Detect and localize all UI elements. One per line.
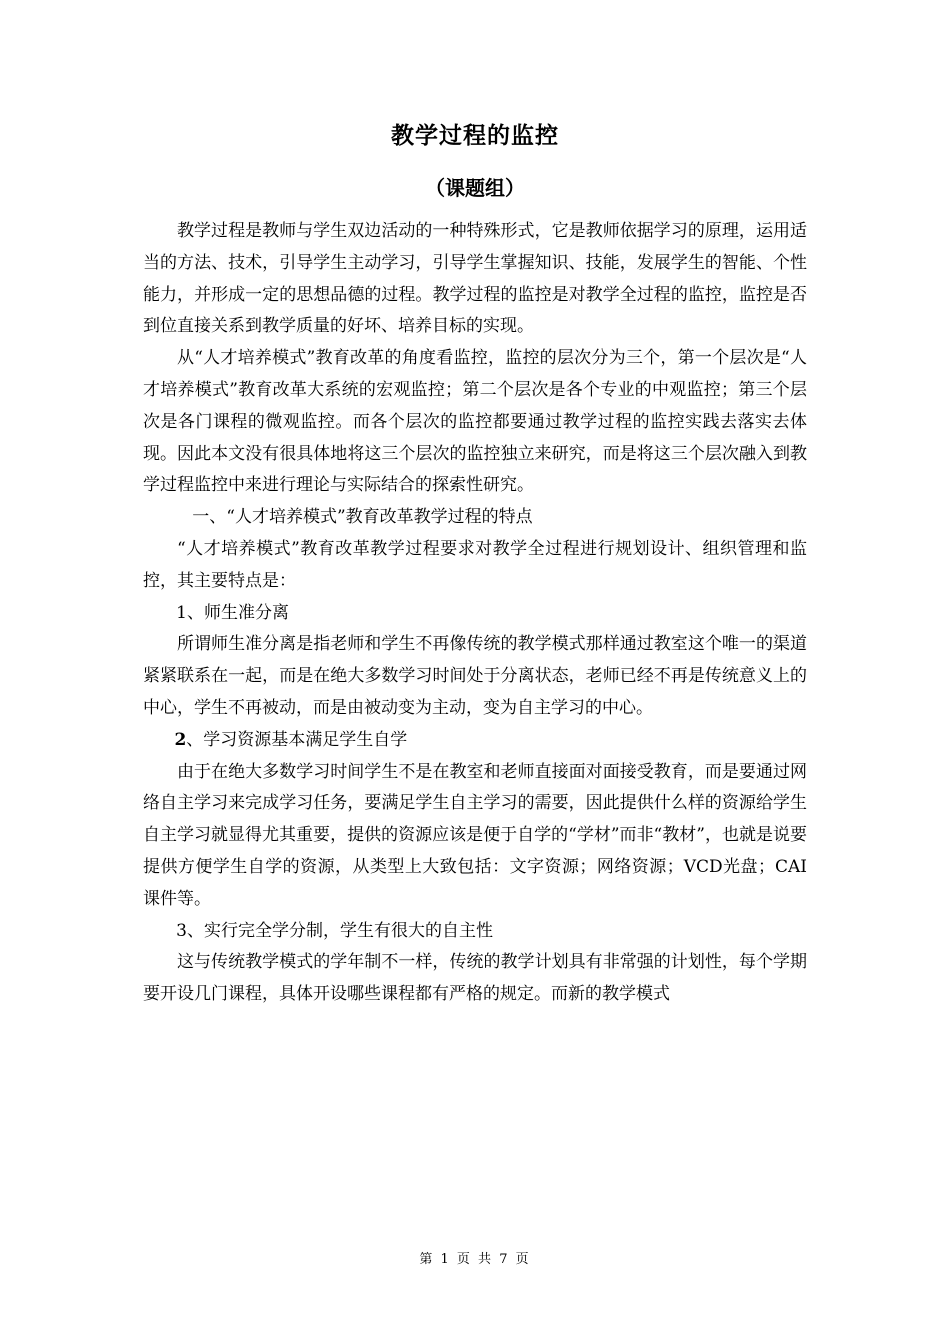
paragraph-levels: 从“人才培养模式”教育改革的角度看监控，监控的层次分为三个，第一个层次是“人才培养模式”教育改革大系统的宏观监控；第二个层次是各个专业的中观监控；第三个层次是各门课程的微观监控。而各个层次的监控都要通过教学过程的监控实践去落实去体现。因此本文没有很具体地将这三个层次的监控独立来研究，而是将这三个层次融入到教学过程监控中来进行理论与实际结合的探索性研究。 (143, 348, 807, 496)
point-text-2: 由于在绝大多数学习时间学生不是在教室和老师直接面对面接受教育，而是要通过网络自主学习来完成学习任务，要满足学生自主学习的需要，因此提供什么样的资源给学生自主学习就显得尤其重要，提供的资源应该是便于自学的“学材”而非“教材”，也就是说要提供方便学生自学的资源，从类型上大致包括：文字资源；网络资源；VCD光盘；CAI课件等。 (143, 761, 807, 909)
point-text-3: 这与传统教学模式的学年制不一样，传统的教学计划具有非常强的计划性，每个学期要开设几门课程，具体开设哪些课程都有严格的规定。而新的教学模式 (143, 952, 807, 1005)
point-heading-2-text: 、学习资源基本满足学生自学 (186, 729, 408, 750)
document-body (143, 216, 807, 1011)
point-heading-2 (143, 725, 807, 757)
point-text-1: 所谓师生准分离是指老师和学生不再像传统的教学模式那样通过教室这个唯一的渠道紧紧联系在一起，而是在绝大多数学习时间处于分离状态，老师已经不再是传统意义上的中心，学生不再被动，而是由被动变为主动，变为自主学习的中心。 (143, 634, 807, 718)
document-title: 教学过程的监控 (391, 123, 559, 149)
section-heading-1: 一、“人才培养模式”教育改革教学过程的特点 (192, 507, 533, 528)
section-intro-1: “人才培养模式”教育改革教学过程要求对教学全过程进行规划设计、组织管理和监控，其主要特点是： (143, 538, 807, 591)
point-heading-1: 1、师生准分离 (176, 602, 289, 623)
document-subtitle: （课题组） (425, 176, 525, 200)
paragraph-intro: 教学过程是教师与学生双边活动的一种特殊形式，它是教师依据学习的原理，运用适当的方法、技术，引导学生主动学习，引导学生掌握知识、技能，发展学生的智能、个性能力，并形成一定的思想品德的过程。教学过程的监控是对教学全过程的监控，监控是否到位直接关系到教学质量的好坏、培养目标的实现。 (143, 221, 807, 337)
point-heading-3: 3、实行完全学分制，学生有很大的自主性 (176, 920, 493, 941)
point-number-2: 2 (174, 729, 187, 750)
page-footer: 第 1 页 共 7 页 (419, 1252, 531, 1267)
